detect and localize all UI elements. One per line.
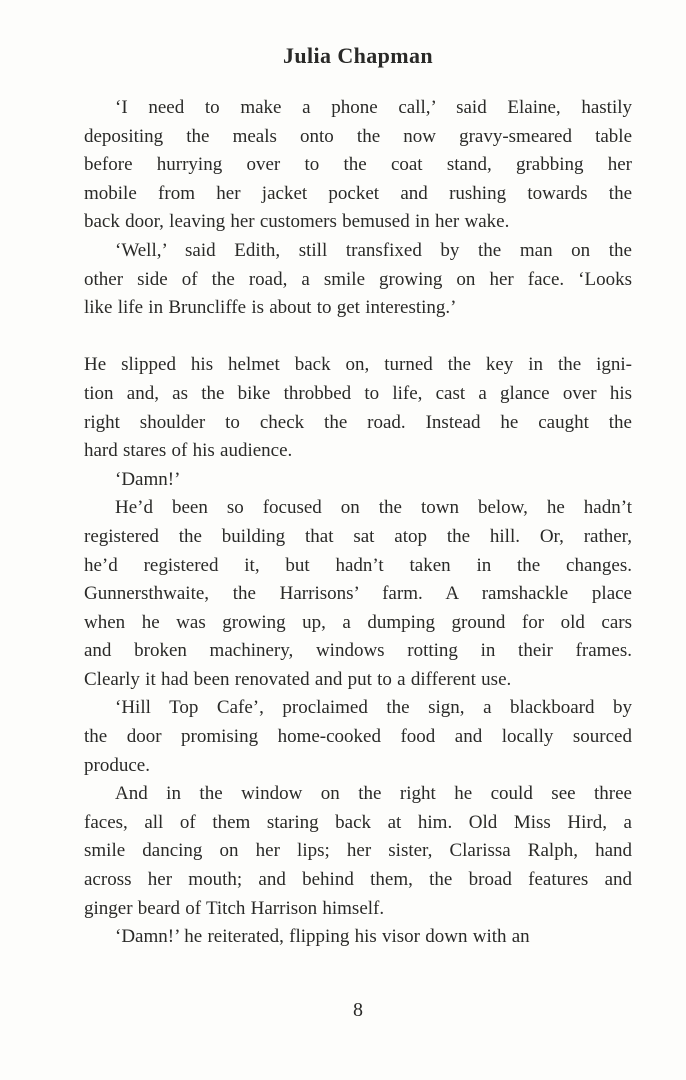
text-line: across her mouth; and behind them, the broad features and [84,869,632,891]
page-number: 8 [353,999,363,1021]
text-line: before hurrying over to the coat stand, grabbing her [84,154,632,176]
paragraph [84,466,632,495]
text-line: ‘Damn!’ [115,468,181,490]
text-line: mobile from her jacket pocket and rushing towards the [84,182,632,204]
text-line: other side of the road, a smile growing on her face. ‘Looks [84,268,632,290]
text-line: he’d registered it, but hadn’t taken in the changes. [84,554,632,576]
text-line: when he was growing up, a dumping ground for old cars [84,611,632,633]
text-line: ginger beard of Titch Harrison himself. [84,897,385,919]
text-line: ‘Well,’ said Edith, still transfixed by the man on the [115,239,632,261]
text-line: tion and, as the bike throbbed to life, cast a glance over his [84,382,632,404]
text-line: smile dancing on her lips; her sister, Clarissa Ralph, hand [84,840,632,862]
text-line: like life in Bruncliffe is about to get interesting.’ [84,297,457,319]
text-line: hard stares of his audience. [84,440,293,462]
text-line: back door, leaving her customers bemused in her wake. [84,211,510,233]
text-line: Gunnersthwaite, the Harrisons’ farm. A ramshackle place [84,583,632,605]
text-line: He slipped his helmet back on, turned the key in the igni- [84,354,632,376]
text-line: Clearly it had been renovated and put to a different use. [84,668,512,690]
text-line: faces, all of them staring back at him. Old Miss Hird, a [84,811,632,833]
paragraph [84,94,632,237]
paragraph [84,494,632,694]
text-line: produce. [84,754,150,776]
text-line: He’d been so focused on the town below, he hadn’t [115,497,632,519]
text-line: the door promising home-cooked food and locally sourced [84,726,632,748]
text-block [84,0,632,1080]
text-line: ‘Hill Top Cafe’, proclaimed the sign, a blackboard by [115,697,632,719]
paragraph [84,923,632,952]
body-text [84,94,632,952]
running-header: Julia Chapman [282,43,434,68]
text-line: depositing the meals onto the now gravy-smeared table [84,125,632,147]
text-line: and broken machinery, windows rotting in their frames. [84,640,632,662]
paragraph [84,780,632,923]
paragraph [84,351,632,465]
text-line: ‘Damn!’ he reiterated, flipping his visor down with an [115,926,530,948]
text-line: registered the building that sat atop the hill. Or, rather, [84,525,632,547]
paragraph [84,694,632,780]
paragraph [84,237,632,323]
text-line: right shoulder to check the road. Instead he caught the [84,411,632,433]
text-line: And in the window on the right he could see three [115,783,632,805]
text-line: ‘I need to make a phone call,’ said Elaine, hastily [115,97,632,118]
